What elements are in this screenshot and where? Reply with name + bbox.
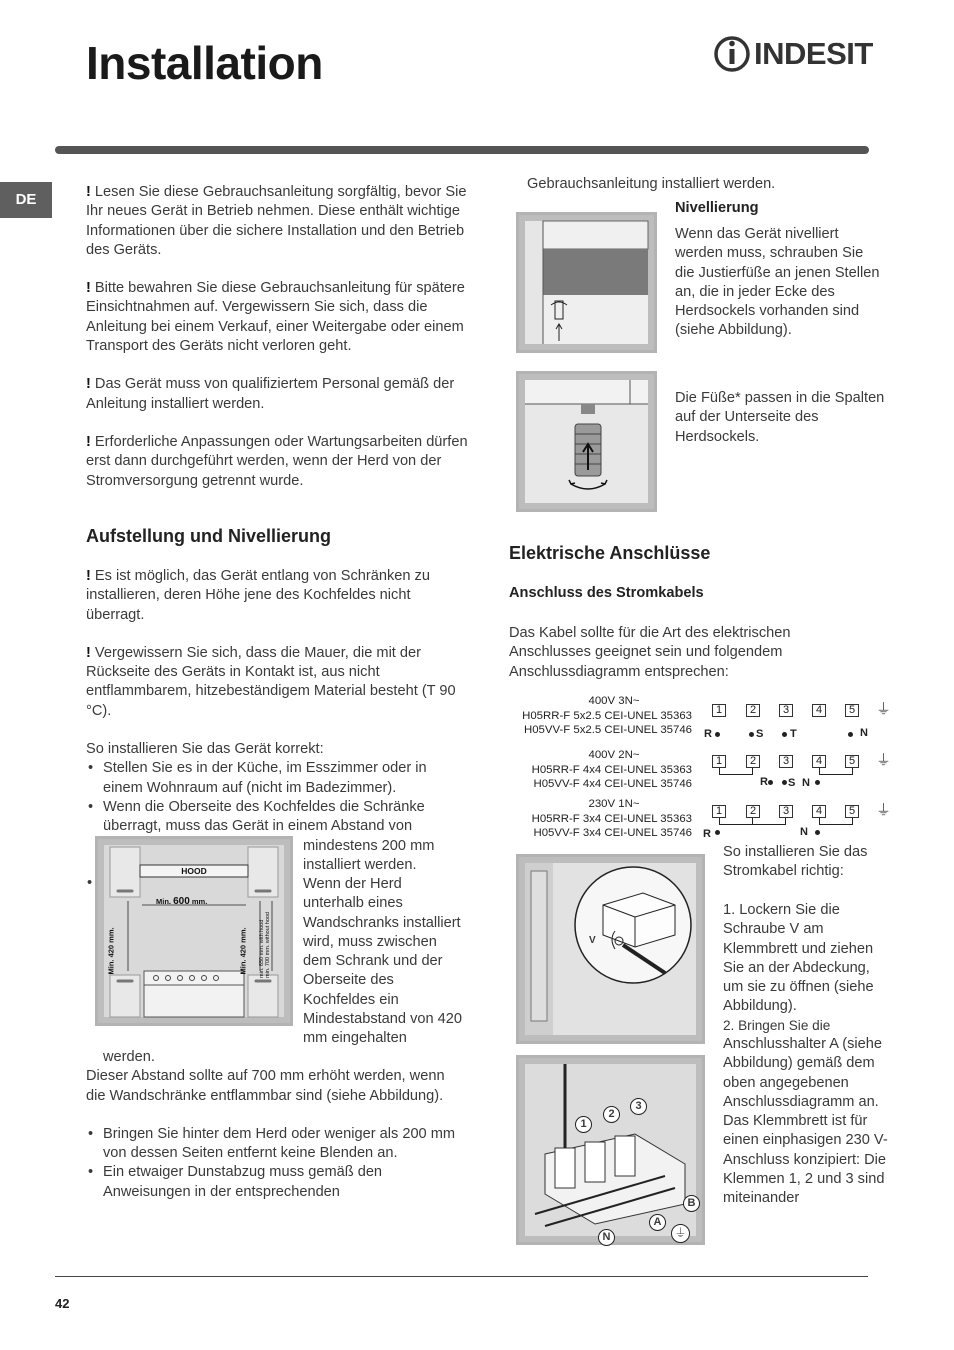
- step-2-start: 2. Bringen Sie die: [723, 1018, 831, 1033]
- callout-a: A: [649, 1214, 666, 1231]
- adjustable-foot-diagram: [525, 380, 648, 503]
- note-text: Es ist möglich, das Gerät entlang von Schränken zu installieren, deren Höhe jene des Kochfeldes nicht überragt.: [86, 568, 430, 623]
- ground-icon: ⏚: [876, 701, 892, 718]
- cable-spec: H05RR-F 4x4 CEI-UNEL 35363: [531, 763, 692, 776]
- wiring-row-2n: [506, 748, 692, 792]
- bullet-item: • Ein etwaiger Dunstabzug muss gemäß den Anweisungen in der entsprechenden: [86, 1163, 468, 1202]
- connection-dot: [768, 780, 773, 785]
- min-width-value: 600: [173, 896, 190, 907]
- voltage-label: 400V 2N~: [588, 749, 640, 761]
- exclamation-mark: !: [86, 184, 91, 200]
- exclamation-mark: !: [86, 376, 91, 393]
- exclamation-mark: !: [86, 644, 91, 661]
- leveling-figure: [516, 212, 657, 353]
- placement-notes: [86, 567, 466, 837]
- section-title-electrical: Elektrische Anschlüsse: [509, 543, 711, 563]
- min-width-unit: mm.: [191, 897, 208, 906]
- bridge-wire: [852, 818, 853, 825]
- terminal-2: 2: [746, 704, 760, 717]
- wiring-row-3n: [506, 694, 692, 738]
- voltage-label: 400V 3N~: [588, 695, 640, 707]
- bullet-item: • Wenn die Oberseite des Kochfeldes die Schränke überragt, muss das Gerät in einem Abstand von: [86, 798, 466, 837]
- exclamation-mark: !: [86, 280, 91, 297]
- brand-name: INDESIT: [754, 36, 873, 71]
- page-number: 42: [55, 1296, 70, 1311]
- min-width-label: [156, 896, 207, 907]
- terminal-1: 1: [712, 704, 726, 717]
- terminal-3: 3: [779, 805, 793, 818]
- intro-notes: [86, 183, 468, 491]
- note-paragraph: [86, 433, 468, 491]
- cable-text: Das Kabel sollte für die Art des elektrischen Anschlusses geeignet sein und folgendem Anschlussdiagramm entsprechen:: [509, 625, 791, 680]
- phase-s-label: S: [756, 728, 764, 740]
- connection-dot: [782, 732, 787, 737]
- bridge-wire: [852, 768, 853, 775]
- ground-icon: ⏚: [671, 1224, 690, 1243]
- note-paragraph: [86, 375, 468, 414]
- ground-icon: ⏚: [876, 802, 892, 819]
- phase-r-label: R: [760, 776, 768, 788]
- cable-spec: H05VV-F 4x4 CEI-UNEL 35746: [533, 778, 692, 790]
- screw-v-label: V: [589, 935, 596, 946]
- connection-dot: [782, 780, 787, 785]
- bridge-wire: [819, 774, 852, 775]
- terminal-3: 3: [779, 704, 793, 717]
- section-title-placement: Aufstellung und Nivellierung: [86, 526, 332, 546]
- cable-spec: H05VV-F 3x4 CEI-UNEL 35746: [533, 827, 692, 839]
- wiring-diagram: [506, 694, 906, 844]
- terminal-4: 4: [812, 704, 826, 717]
- terminal-4: 4: [812, 755, 826, 768]
- bridge-wire: [785, 818, 786, 825]
- terminal-2: 2: [746, 805, 760, 818]
- leveling-text: Wenn das Gerät nivelliert werden muss, schrauben Sie die Justierfüße an jenen Stellen an, die in jeder Ecke des Herdsockels vorhanden sind (siehe Abbildung).: [675, 226, 880, 339]
- phase-r-label: R: [704, 728, 712, 740]
- footer-divider: [55, 1276, 868, 1277]
- terminal-1: 1: [712, 755, 726, 768]
- howto-intro: So installieren Sie das Stromkabel richtig:: [723, 844, 868, 880]
- neutral-label: N: [860, 727, 868, 739]
- hood-clearance-figure: [95, 836, 293, 1026]
- callout-b: B: [683, 1195, 700, 1212]
- terminal-1: 1: [712, 805, 726, 818]
- phase-s-label: S: [788, 777, 796, 789]
- note-paragraph: [86, 183, 468, 260]
- feet-figure: [516, 371, 657, 512]
- voltage-label: 230V 1N~: [588, 798, 640, 810]
- terminal-connection-diagram: [525, 1064, 696, 1236]
- bullet2-tail: mindestens 200 mm installiert werden.: [303, 838, 435, 874]
- terminal-cover-diagram: [525, 863, 696, 1035]
- without-hood-note: min. 700 mm. without hood: [265, 911, 271, 978]
- cable-spec: H05RR-F 5x2.5 CEI-UNEL 35363: [522, 709, 692, 722]
- header-divider: [55, 146, 869, 154]
- left-height-label: Min. 420 mm.: [106, 927, 116, 975]
- bullet-item: • Bringen Sie hinter dem Herd oder weniger als 200 mm von dessen Seiten entfernt keine Blenden an.: [86, 1125, 468, 1164]
- step-1: 1. Lockern Sie die Schraube V am Klemmbrett und ziehen Sie an der Abdeckung, um sie zu öffnen (siehe Abbildung).: [723, 902, 874, 1015]
- leveling-diagram: [525, 221, 648, 344]
- terminal-5: 5: [845, 704, 859, 717]
- note-text: Bitte bewahren Sie diese Gebrauchsanleitung für spätere Einsichtnahmen auf. Vergewissern Sie sich, dass die Anleitung bei einem Verkauf, einer Weitergabe oder einem Transport des Geräts nicht verloren geht.: [86, 280, 465, 355]
- leveling-title: Nivellierung: [675, 200, 759, 216]
- right-height-label: Min. 420 mm.: [238, 927, 248, 975]
- note-paragraph: [86, 644, 466, 721]
- bridge-wire: [719, 818, 720, 825]
- language-tab: DE: [0, 182, 52, 218]
- exclamation-mark: !: [86, 433, 91, 450]
- brand-circle-i-icon: [714, 30, 750, 76]
- connection-dot: [715, 732, 720, 737]
- with-hood-note: min. 650 mm. with hood: [259, 919, 265, 978]
- bullet-marker: •: [87, 875, 93, 891]
- callout-3: 3: [630, 1098, 647, 1115]
- terminal-cover-figure: [516, 854, 705, 1044]
- distance-note: Dieser Abstand sollte auf 700 mm erhöht werden, wenn die Wandschränke entflammbar sind (siehe Abbildung).: [86, 1068, 445, 1104]
- bridge-wire: [819, 818, 820, 825]
- neutral-label: N: [800, 826, 808, 838]
- bridge-wire: [752, 768, 753, 775]
- connection-dot: [815, 780, 820, 785]
- terminal-5: 5: [845, 755, 859, 768]
- note-text: Erforderliche Anpassungen oder Wartungsarbeiten dürfen erst dann durchgeführt werden, wenn der Herd von der Stromversorgung getrennt wurde.: [86, 433, 468, 489]
- neutral-label: N: [802, 777, 810, 789]
- terminal-connection-figure: [516, 1055, 705, 1245]
- indesit-logo: [714, 30, 874, 78]
- phase-r-label: R: [703, 828, 711, 840]
- terminal-4: 4: [812, 805, 826, 818]
- connection-dot: [715, 830, 720, 835]
- note-text: Lesen Sie diese Gebrauchsanleitung sorgfältig, bevor Sie Ihr neues Gerät in Betrieb nehmen. Diese enthält wichtige Informationen über die sichere Installation und den Betrieb des Geräts.: [86, 184, 467, 258]
- terminal-5: 5: [845, 805, 859, 818]
- bridge-wire: [752, 818, 753, 825]
- placement-notes-continued: [86, 1048, 468, 1202]
- phase-t-label: T: [790, 728, 797, 740]
- exclamation-mark: !: [86, 568, 91, 584]
- callout-1: 1: [575, 1116, 592, 1133]
- bridge-wire: [819, 824, 852, 825]
- continued-text: Gebrauchsanleitung installiert werden.: [527, 176, 776, 192]
- page-title: Installation: [86, 37, 323, 89]
- callout-2: 2: [603, 1106, 620, 1123]
- connection-dot: [815, 830, 820, 835]
- note-paragraph: [86, 567, 466, 625]
- hood-label: HOOD: [181, 866, 207, 876]
- install-intro: So installieren Sie das Gerät korrekt:: [86, 741, 324, 758]
- feet-text: Die Füße* passen in die Spalten auf der Unterseite des Herdsockels.: [675, 390, 885, 445]
- note-text: Das Gerät muss von qualifiziertem Personal gemäß der Anleitung installiert werden.: [86, 376, 455, 412]
- bridge-wire: [719, 774, 752, 775]
- cable-spec: H05RR-F 3x4 CEI-UNEL 35363: [531, 812, 692, 825]
- cable-spec: H05VV-F 5x2.5 CEI-UNEL 35746: [524, 724, 692, 736]
- terminal-2: 2: [746, 755, 760, 768]
- step-2-text: Anschlusshalter A (siehe Abbildung) gemäß dem oben angegebenen Anschlussdiagramm an. Das Klemmbrett ist für einen einphasigen 230 V-Anschluss konzipiert: Die Klemmen 1, 2 und 3 sind miteinander: [723, 1036, 888, 1207]
- note-paragraph: [86, 279, 468, 356]
- cable-title: Anschluss des Stromkabels: [509, 585, 704, 601]
- ground-icon: ⏚: [876, 752, 892, 769]
- min-prefix: Min.: [156, 897, 171, 906]
- note-text: Vergewissern Sie sich, dass die Mauer, die mit der Rückseite des Geräts in Kontakt ist, aus nicht entflammbarem, hitzebeständigem Material besteht (T 90 °C).: [86, 644, 456, 719]
- bridge-wire: [819, 768, 820, 775]
- bullet-item: • Stellen Sie es in der Küche, im Esszimmer oder in einem Wohnraum auf (nicht im Badezimmer).: [86, 759, 466, 798]
- terminal-3: 3: [779, 755, 793, 768]
- connection-dot: [749, 732, 754, 737]
- bridge-wire: [719, 768, 720, 775]
- callout-n: N: [598, 1229, 615, 1246]
- connection-dot: [848, 732, 853, 737]
- bullet3-wrap: Wenn der Herd unterhalb eines Wandschranks installiert wird, muss zwischen dem Schrank und der Oberseite des Kochfeldes ein Mindestabstand von 420 mm eingehalten: [303, 876, 463, 1047]
- bullet3-end: werden.: [103, 1049, 155, 1065]
- wiring-row-1n: [506, 797, 692, 841]
